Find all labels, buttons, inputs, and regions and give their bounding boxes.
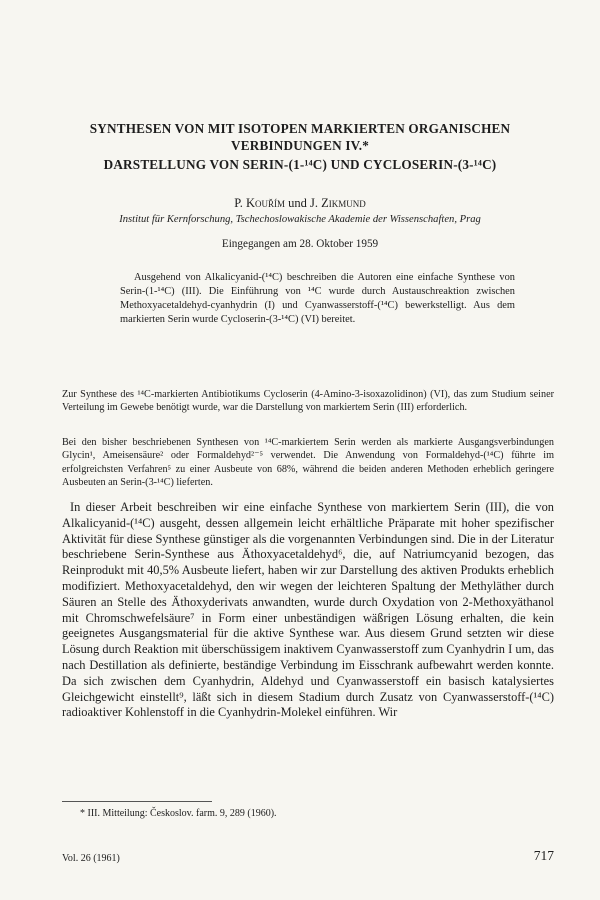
abstract: Ausgehend von Alkalicyanid-(¹⁴C) beschreiben die Autoren eine einfache Synthese von Serin-(1-¹⁴C) (III). Die Einführung von ¹⁴C wurde durch Austauschreaktion zwischen Methoxyacetaldehyd-cyanhydrin (I) und Cyanwasserstoff-(¹⁴C) bewerkstelligt. Aus dem markierten Serin wurde Cycloserin-(3-¹⁴C) (VI) bereitet. — [120, 272, 515, 325]
author-1-name: Kouřím — [246, 196, 286, 210]
author-connector: und — [288, 196, 307, 210]
footnote: * III. Mitteilung: Českoslov. farm. 9, 289 (1960). — [80, 808, 277, 819]
author-2-name: Zikmund — [321, 196, 366, 210]
author-1-initial: P. — [234, 196, 243, 210]
footnote-divider — [62, 801, 212, 802]
intro-paragraph-2: Bei den bisher beschriebenen Synthesen von ¹⁴C-markiertem Serin werden als markierte Ausgangsverbindungen Glycin¹, Ameisensäure² oder Formaldehyd²⁻⁵ verwendet. Die Anwendung von Formaldehyd-(¹⁴C) führte im erfolgreichsten Verfahren⁵ zu einer Ausbeute von 68%, während die beiden anderen Methoden erheblich geringere Ausbeuten an Serin-(3-¹⁴C) lieferten. — [62, 437, 554, 488]
authors — [40, 196, 560, 211]
intro-paragraph-1: Zur Synthese des ¹⁴C-markierten Antibiotikums Cycloserin (4-Amino-3-isoxazolidinon) (VI), das zum Studium seiner Verteilung im Gewebe benötigt wurde, war die Darstellung von markiertem Serin (III) erforderlich. — [62, 389, 554, 414]
title-line-1: SYNTHESEN VON MIT ISOTOPEN MARKIERTEN ORGANISCHEN — [89, 121, 511, 136]
author-2-initial: J. — [310, 196, 319, 210]
main-body-text: In dieser Arbeit beschreiben wir eine einfache Synthese von markiertem Serin (III), die von Alkalicyanid-(¹⁴C) ausgeht, dessen allgemein leicht erhältliche Präparate mit hoher spezifischer Aktivität für diese Synthese günstiger als die vorgenannten Verbindungen sind. Die in der Literatur beschriebene Serin-Synthese aus Äthoxyacetaldehyd⁶, die, auf Natriumcyanid bezogen, das Reinprodukt mit 40,5% Ausbeute liefert, haben wir zur Darstellung des aktiven Produkts erheblich modifiziert. Methoxyacetaldehyd, den wir wegen der leichteren Spaltung der Methyläther durch Säuren an Stelle des Äthoxyderivats anwandten, wurde durch Oxydation von 2-Methoxyäthanol mit Chromschwefelsäure⁷ in Form einer unbeständigen wäßrigen Lösung erhalten, die kein geeignetes Ausgangsmaterial für die aktive Synthese war. Aus diesem Grund setzten wir diese Lösung durch Reaktion mit überschüssigem inaktivem Cyanwasserstoff zum Cyanhydrin I um, das nach Destillation als definierte, beständige Verbindung im Eisschrank aufbewahrt werden konnte. Da sich zwischen dem Cyanhydrin, Aldehyd und Cyanwasserstoff ein basisch katalysiertes Gleichgewicht einstellt⁹, läßt sich in diesem Stadium durch Zusatz von Cyanwasserstoff-(¹⁴C) radioaktiver Kohlenstoff in die Cyanhydrin-Molekel einführen. Wir — [62, 500, 554, 720]
institution: Institut für Kernforschung, Tschechoslowakische Akademie der Wissenschaften, Prag — [119, 214, 481, 225]
title-line-3: DARSTELLUNG VON SERIN-(1-¹⁴C) UND CYCLOSERIN-(3-¹⁴C) — [103, 157, 497, 172]
received-date: Eingegangen am 28. Oktober 1959 — [221, 238, 379, 250]
page-number: 717 — [533, 848, 554, 863]
volume-label: Vol. 26 (1961) — [62, 853, 120, 864]
title-line-2: VERBINDUNGEN IV.* — [231, 138, 369, 153]
